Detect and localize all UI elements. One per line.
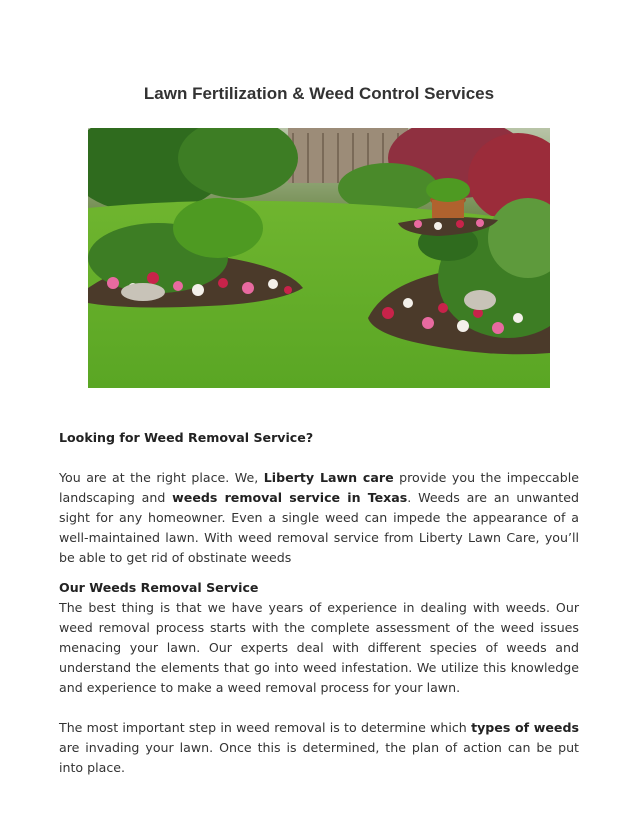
company-name-link[interactable]: Liberty Lawn care bbox=[263, 470, 394, 485]
steps-paragraph bbox=[59, 718, 579, 778]
page-title: Lawn Fertilization & Weed Control Services bbox=[143, 84, 495, 103]
article-body bbox=[59, 428, 579, 778]
weed-types-link[interactable]: types of weeds bbox=[471, 720, 579, 735]
service-link[interactable]: weeds removal service in Texas bbox=[172, 490, 408, 505]
experience-paragraph: The best thing is that we have years of experience in dealing with weeds. Our weed removal process starts with the complete assessment of the weed issues menacing your lawn. Our experts deal with different species of weeds and understand the elements that go into weed infestation. We utilize this knowledge and experience to make a weed removal process for your lawn. bbox=[59, 600, 579, 695]
intro-paragraph bbox=[59, 468, 579, 568]
text-span: are invading your lawn. Once this is determined, the plan of action can be put into place. bbox=[59, 740, 579, 775]
text-span: . Weeds are an unwanted sight for any homeowner. Even a single weed can impede the appearance of a well-maintained lawn. With weed removal service from Liberty Lawn Care, you’ll be able to get rid of obstinate weeds bbox=[59, 490, 579, 565]
section-heading-service: Our Weeds Removal Service bbox=[59, 580, 259, 595]
text-span: The most important step in weed removal is to determine which bbox=[59, 720, 472, 735]
section-heading-looking: Looking for Weed Removal Service? bbox=[59, 430, 314, 445]
text-span: provide you the impeccable landscaping and bbox=[59, 470, 580, 505]
text-span: You are at the right place. We, bbox=[59, 470, 264, 485]
hero-image bbox=[88, 128, 550, 388]
